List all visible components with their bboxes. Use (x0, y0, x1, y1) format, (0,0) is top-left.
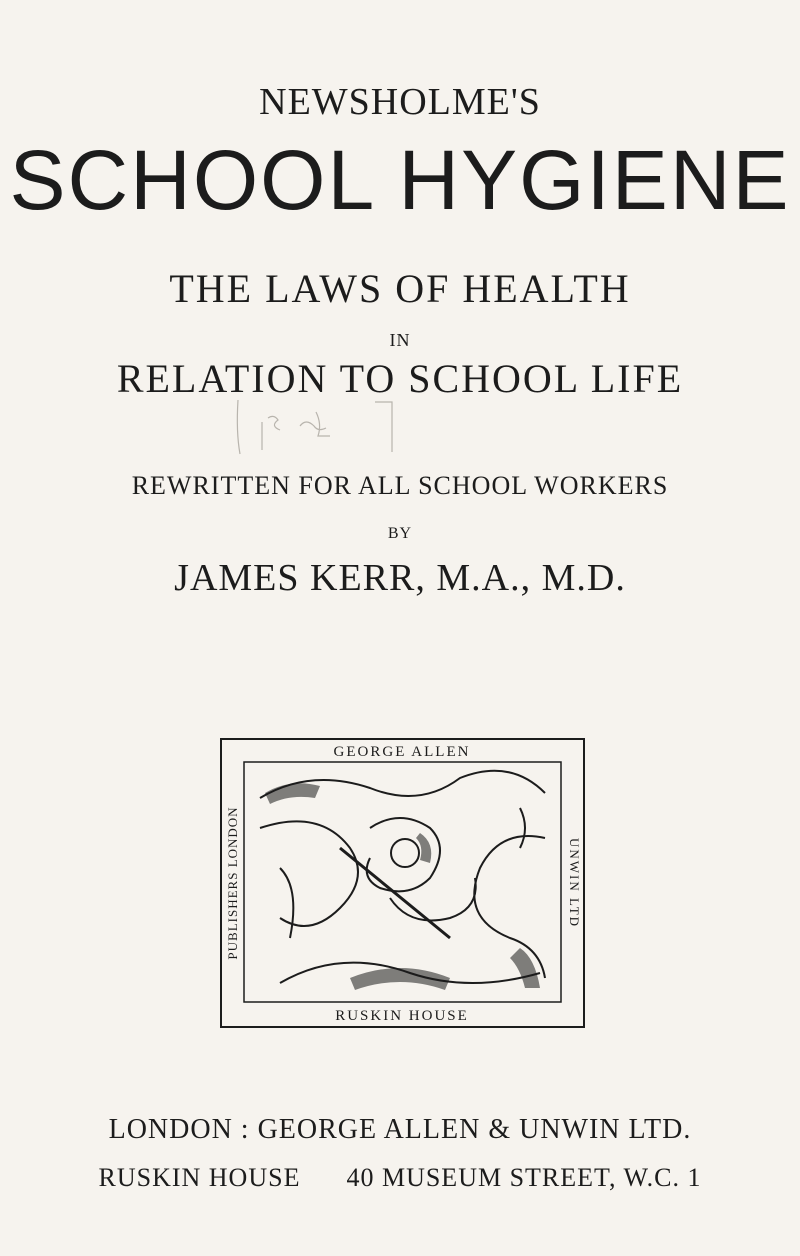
subtitle-line-1: THE LAWS OF HEALTH (169, 266, 631, 311)
imprint-line-2 (0, 1163, 800, 1193)
device-left-text: PUBLISHERS LONDON (225, 806, 240, 960)
author-possessive: NEWSHOLME'S (259, 81, 541, 123)
device-bottom-text: RUSKIN HOUSE (335, 1008, 469, 1024)
device-top-text: GEORGE ALLEN (333, 744, 471, 760)
pencil-marks (0, 392, 800, 462)
main-title: SCHOOL HYGIENE (9, 133, 791, 227)
subtitle-connector: IN (389, 330, 411, 350)
rewritten-note: REWRITTEN FOR ALL SCHOOL WORKERS (131, 471, 669, 500)
imprint-line-1: LONDON : GEORGE ALLEN & UNWIN LTD. (108, 1114, 692, 1145)
subtitle-line-2: RELATION TO SCHOOL LIFE (116, 356, 684, 401)
author-name: JAMES KERR, M.A., M.D. (174, 557, 626, 599)
imprint-house: RUSKIN HOUSE (98, 1163, 301, 1192)
publisher-device (220, 738, 585, 1028)
by-label: BY (387, 525, 413, 542)
imprint-address: 40 MUSEUM STREET, W.C. 1 (346, 1163, 702, 1192)
device-right-text: UNWIN LTD (567, 837, 582, 929)
